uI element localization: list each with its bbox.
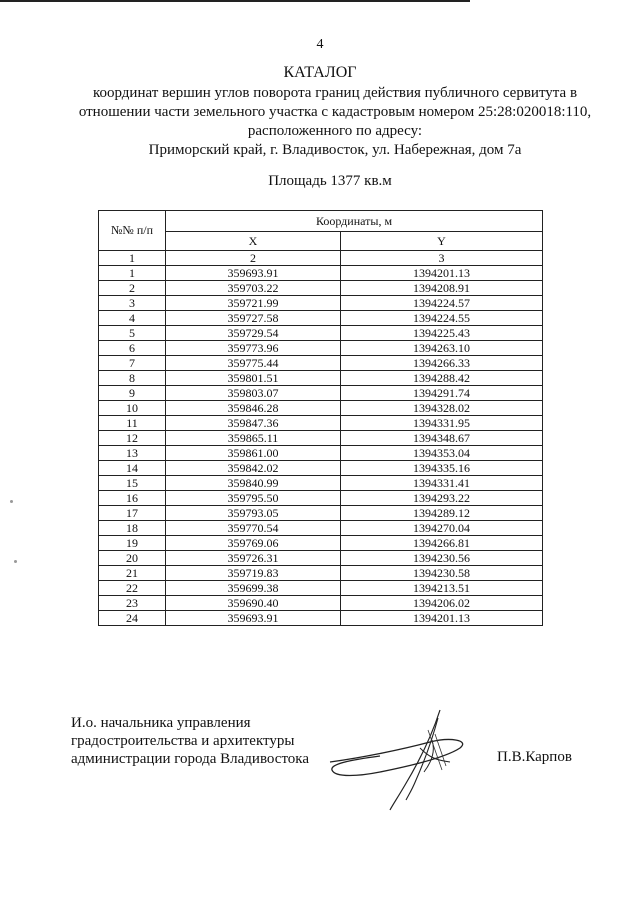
x-coordinate-cell: 359773.96	[166, 341, 341, 356]
point-number-cell: 1	[99, 266, 166, 281]
y-coordinate-cell: 1394206.02	[341, 596, 543, 611]
point-number-cell: 14	[99, 461, 166, 476]
document-subtitle	[60, 84, 610, 160]
signatory-name: П.В.Карпов	[497, 749, 572, 765]
x-coordinate-cell: 359729.54	[166, 326, 341, 341]
x-coordinate-cell: 359726.31	[166, 551, 341, 566]
point-number-cell: 9	[99, 386, 166, 401]
table-row	[99, 326, 543, 341]
y-coordinate-cell: 1394289.12	[341, 506, 543, 521]
table-row	[99, 386, 543, 401]
y-coordinate-cell: 1394230.56	[341, 551, 543, 566]
coordinates-table	[98, 210, 543, 626]
x-coordinate-cell: 359693.91	[166, 266, 341, 281]
y-coordinate-cell: 1394331.95	[341, 416, 543, 431]
point-number-cell: 3	[99, 296, 166, 311]
subtitle-line: расположенного по адресу:	[247, 123, 423, 139]
table-row	[99, 281, 543, 296]
point-number-cell: 6	[99, 341, 166, 356]
signature-position	[71, 714, 309, 768]
x-coordinate-cell: 359721.99	[166, 296, 341, 311]
point-number-cell: 10	[99, 401, 166, 416]
table-row	[99, 491, 543, 506]
point-number-cell: 12	[99, 431, 166, 446]
y-coordinate-cell: 1394331.41	[341, 476, 543, 491]
signature-line: И.о. начальника управления	[71, 715, 251, 731]
table-row	[99, 401, 543, 416]
x-coordinate-cell: 359842.02	[166, 461, 341, 476]
signature-line: градостроительства и архитектуры	[71, 733, 295, 749]
y-coordinate-cell: 1394213.51	[341, 581, 543, 596]
table-row	[99, 506, 543, 521]
table-row	[99, 416, 543, 431]
y-coordinate-cell: 1394230.58	[341, 566, 543, 581]
x-coordinate-cell: 359703.22	[166, 281, 341, 296]
point-number-cell: 23	[99, 596, 166, 611]
x-coordinate-cell: 359727.58	[166, 311, 341, 326]
y-coordinate-cell: 1394348.67	[341, 431, 543, 446]
table-row	[99, 596, 543, 611]
table-row	[99, 566, 543, 581]
x-coordinate-cell: 359795.50	[166, 491, 341, 506]
subtitle-line: отношении части земельного участка с кадастровым номером 25:28:020018:110,	[78, 104, 592, 120]
handwritten-signature	[320, 700, 490, 815]
index-cell: 2	[166, 251, 341, 266]
point-number-cell: 15	[99, 476, 166, 491]
table-row	[99, 341, 543, 356]
point-number-cell: 17	[99, 506, 166, 521]
y-coordinate-cell: 1394224.57	[341, 296, 543, 311]
scan-speck	[14, 560, 17, 563]
index-row	[99, 251, 543, 266]
y-coordinate-cell: 1394328.02	[341, 401, 543, 416]
table-row	[99, 311, 543, 326]
y-coordinate-cell: 1394293.22	[341, 491, 543, 506]
x-coordinate-cell: 359865.11	[166, 431, 341, 446]
index-cell: 1	[99, 251, 166, 266]
table-row	[99, 461, 543, 476]
x-coordinate-cell: 359793.05	[166, 506, 341, 521]
point-number-cell: 19	[99, 536, 166, 551]
table-row	[99, 476, 543, 491]
y-coordinate-cell: 1394353.04	[341, 446, 543, 461]
y-coordinate-cell: 1394266.33	[341, 356, 543, 371]
top-border-line	[0, 0, 470, 2]
point-number-cell: 4	[99, 311, 166, 326]
point-number-cell: 24	[99, 611, 166, 626]
subtitle-line: Приморский край, г. Владивосток, ул. Набережная, дом 7а	[148, 142, 522, 158]
point-number-cell: 5	[99, 326, 166, 341]
y-coordinate-cell: 1394270.04	[341, 521, 543, 536]
signature-line: администрации города Владивостока	[71, 751, 310, 767]
point-number-cell: 2	[99, 281, 166, 296]
y-coordinate-cell: 1394208.91	[341, 281, 543, 296]
point-number-cell: 20	[99, 551, 166, 566]
area-label: Площадь 1377 кв.м	[268, 173, 392, 189]
table-row	[99, 431, 543, 446]
y-coordinate-cell: 1394335.16	[341, 461, 543, 476]
table-row	[99, 611, 543, 626]
y-coordinate-cell: 1394201.13	[341, 266, 543, 281]
x-coordinate-cell: 359803.07	[166, 386, 341, 401]
point-number-cell: 22	[99, 581, 166, 596]
x-coordinate-cell: 359719.83	[166, 566, 341, 581]
header-y: Y	[341, 232, 543, 251]
y-coordinate-cell: 1394225.43	[341, 326, 543, 341]
point-number-cell: 21	[99, 566, 166, 581]
table-row	[99, 551, 543, 566]
table-row	[99, 296, 543, 311]
point-number-cell: 11	[99, 416, 166, 431]
y-coordinate-cell: 1394263.10	[341, 341, 543, 356]
x-coordinate-cell: 359861.00	[166, 446, 341, 461]
x-coordinate-cell: 359847.36	[166, 416, 341, 431]
point-number-cell: 13	[99, 446, 166, 461]
x-coordinate-cell: 359840.99	[166, 476, 341, 491]
table-row	[99, 356, 543, 371]
point-number-cell: 18	[99, 521, 166, 536]
table-row	[99, 581, 543, 596]
x-coordinate-cell: 359846.28	[166, 401, 341, 416]
y-coordinate-cell: 1394201.13	[341, 611, 543, 626]
x-coordinate-cell: 359801.51	[166, 371, 341, 386]
subtitle-line: координат вершин углов поворота границ действия публичного сервитута в	[92, 85, 578, 101]
table-row	[99, 521, 543, 536]
header-coordinates: Координаты, м	[166, 211, 543, 232]
x-coordinate-cell: 359690.40	[166, 596, 341, 611]
document-title: КАТАЛОГ	[283, 64, 357, 81]
table-row	[99, 371, 543, 386]
x-coordinate-cell: 359770.54	[166, 521, 341, 536]
x-coordinate-cell: 359775.44	[166, 356, 341, 371]
table-row	[99, 266, 543, 281]
header-x: X	[166, 232, 341, 251]
page-number: 4	[316, 37, 324, 52]
point-number-cell: 16	[99, 491, 166, 506]
point-number-cell: 7	[99, 356, 166, 371]
y-coordinate-cell: 1394266.81	[341, 536, 543, 551]
index-cell: 3	[341, 251, 543, 266]
x-coordinate-cell: 359693.91	[166, 611, 341, 626]
header-number: №№ п/п	[99, 211, 166, 251]
point-number-cell: 8	[99, 371, 166, 386]
table-row	[99, 446, 543, 461]
x-coordinate-cell: 359769.06	[166, 536, 341, 551]
y-coordinate-cell: 1394291.74	[341, 386, 543, 401]
table-body	[99, 251, 543, 626]
y-coordinate-cell: 1394224.55	[341, 311, 543, 326]
scan-speck	[10, 500, 13, 503]
y-coordinate-cell: 1394288.42	[341, 371, 543, 386]
x-coordinate-cell: 359699.38	[166, 581, 341, 596]
table-row	[99, 536, 543, 551]
